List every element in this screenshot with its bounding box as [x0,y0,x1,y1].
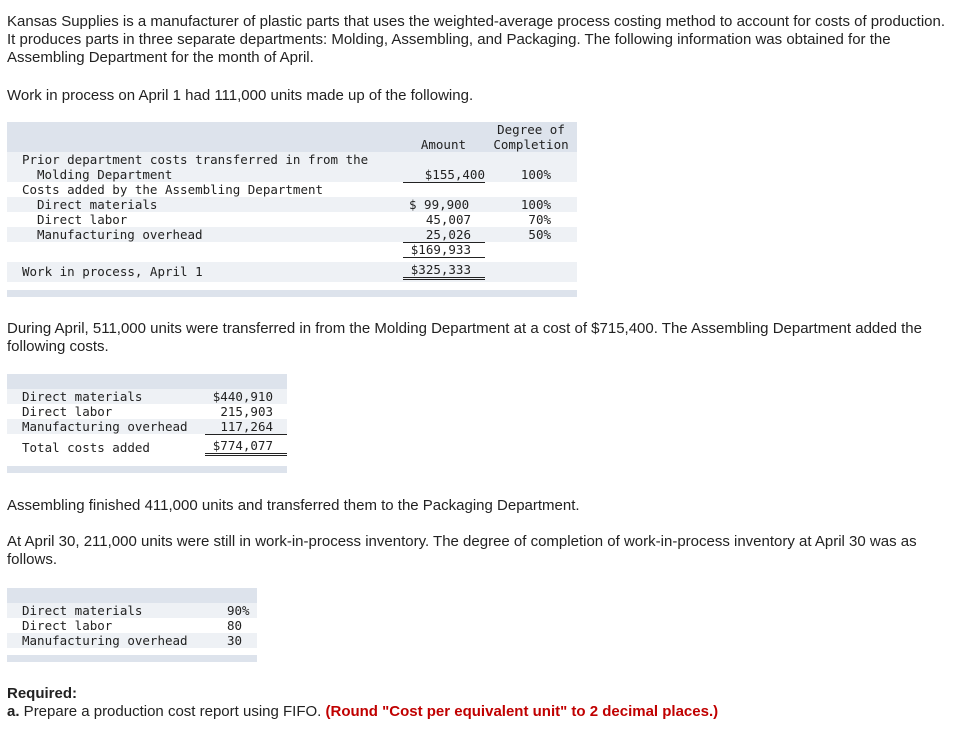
row-label: Manufacturing overhead [22,419,188,434]
row-label: Molding Department [37,167,173,182]
col-degree-header: Completion [493,137,569,152]
row-label: Direct materials [37,197,158,212]
row-label: Prior department costs transferred in from the [22,152,369,167]
rounding-note: (Round "Cost per equivalent unit" to 2 decimal places.) [321,703,719,720]
row-label: Manufacturing overhead [22,633,188,648]
completion-value: 30 [227,633,243,648]
intro-paragraph: Kansas Supplies is a manufacturer of plastic parts that uses the weighted-average process costing method to account for costs of production. It produces parts in three separate departments: Molding, Assembling, and Packaging. The following information was obtained for the Assembling Department for the month of April. [7,13,946,66]
completion-value: 90% [227,603,250,618]
row-label: Direct materials [22,603,143,618]
wip-intro-paragraph: Work in process on April 1 had 111,000 units made up of the following. [7,87,474,104]
row-label: Direct labor [22,404,113,419]
row-label: Direct labor [22,618,113,633]
required-heading: Required: [7,685,78,702]
subtotal [403,242,485,258]
col-degree-header: Degree of [497,122,565,137]
prior-pct: 100% [520,167,551,182]
prior-amount: $155,400 [403,167,485,183]
row-label: Manufacturing overhead [37,227,203,242]
row-label: Work in process, April 1 [22,264,203,279]
table-header-bar [7,588,257,603]
moh-cost-value: 117,264 [220,419,273,434]
total-cost-value [205,438,287,456]
required-part-a [7,703,718,721]
dl-amount: 45,007 [425,212,471,227]
table-footer-bar [7,655,257,662]
part-label: a. [7,703,20,720]
total-cost-text: $774,077 [212,438,273,453]
row-label: Costs added by the Assembling Department [22,182,324,197]
row-label: Total costs added [22,440,150,455]
table-footer-bar [7,290,577,297]
wip-total [403,262,485,280]
wip-total-value: $325,333 [410,262,471,277]
dm-amount: $ 99,900 [409,197,470,212]
april30-paragraph: At April 30, 211,000 units were still in work-in-process inventory. The degree of completion of work-in-process inventory at April 30 was as follows. [7,533,917,568]
moh-pct: 50% [528,227,551,242]
cost-value [205,419,287,435]
subtotal-value: $169,933 [410,242,471,257]
dl-pct: 70% [528,212,551,227]
completion-value: 80 [227,618,243,633]
dm-pct: 100% [520,197,551,212]
row-label: Direct materials [22,389,143,404]
finished-paragraph: Assembling finished 411,000 units and transferred them to the Packaging Department. [7,497,580,514]
april-paragraph: During April, 511,000 units were transferred in from the Molding Department at a cost of $715,400. The Assembling Department added the following costs. [7,320,922,355]
table-header-bar [7,374,287,389]
table-footer-bar [7,466,287,473]
col-amount-header: Amount [420,137,466,152]
moh-amount [403,227,485,243]
row-label: Direct labor [37,212,128,227]
cost-value: $440,910 [212,389,273,404]
part-text: Prepare a production cost report using FIFO. [19,703,322,720]
moh-amount-value: 25,026 [425,227,471,242]
cost-value: 215,903 [220,404,273,419]
